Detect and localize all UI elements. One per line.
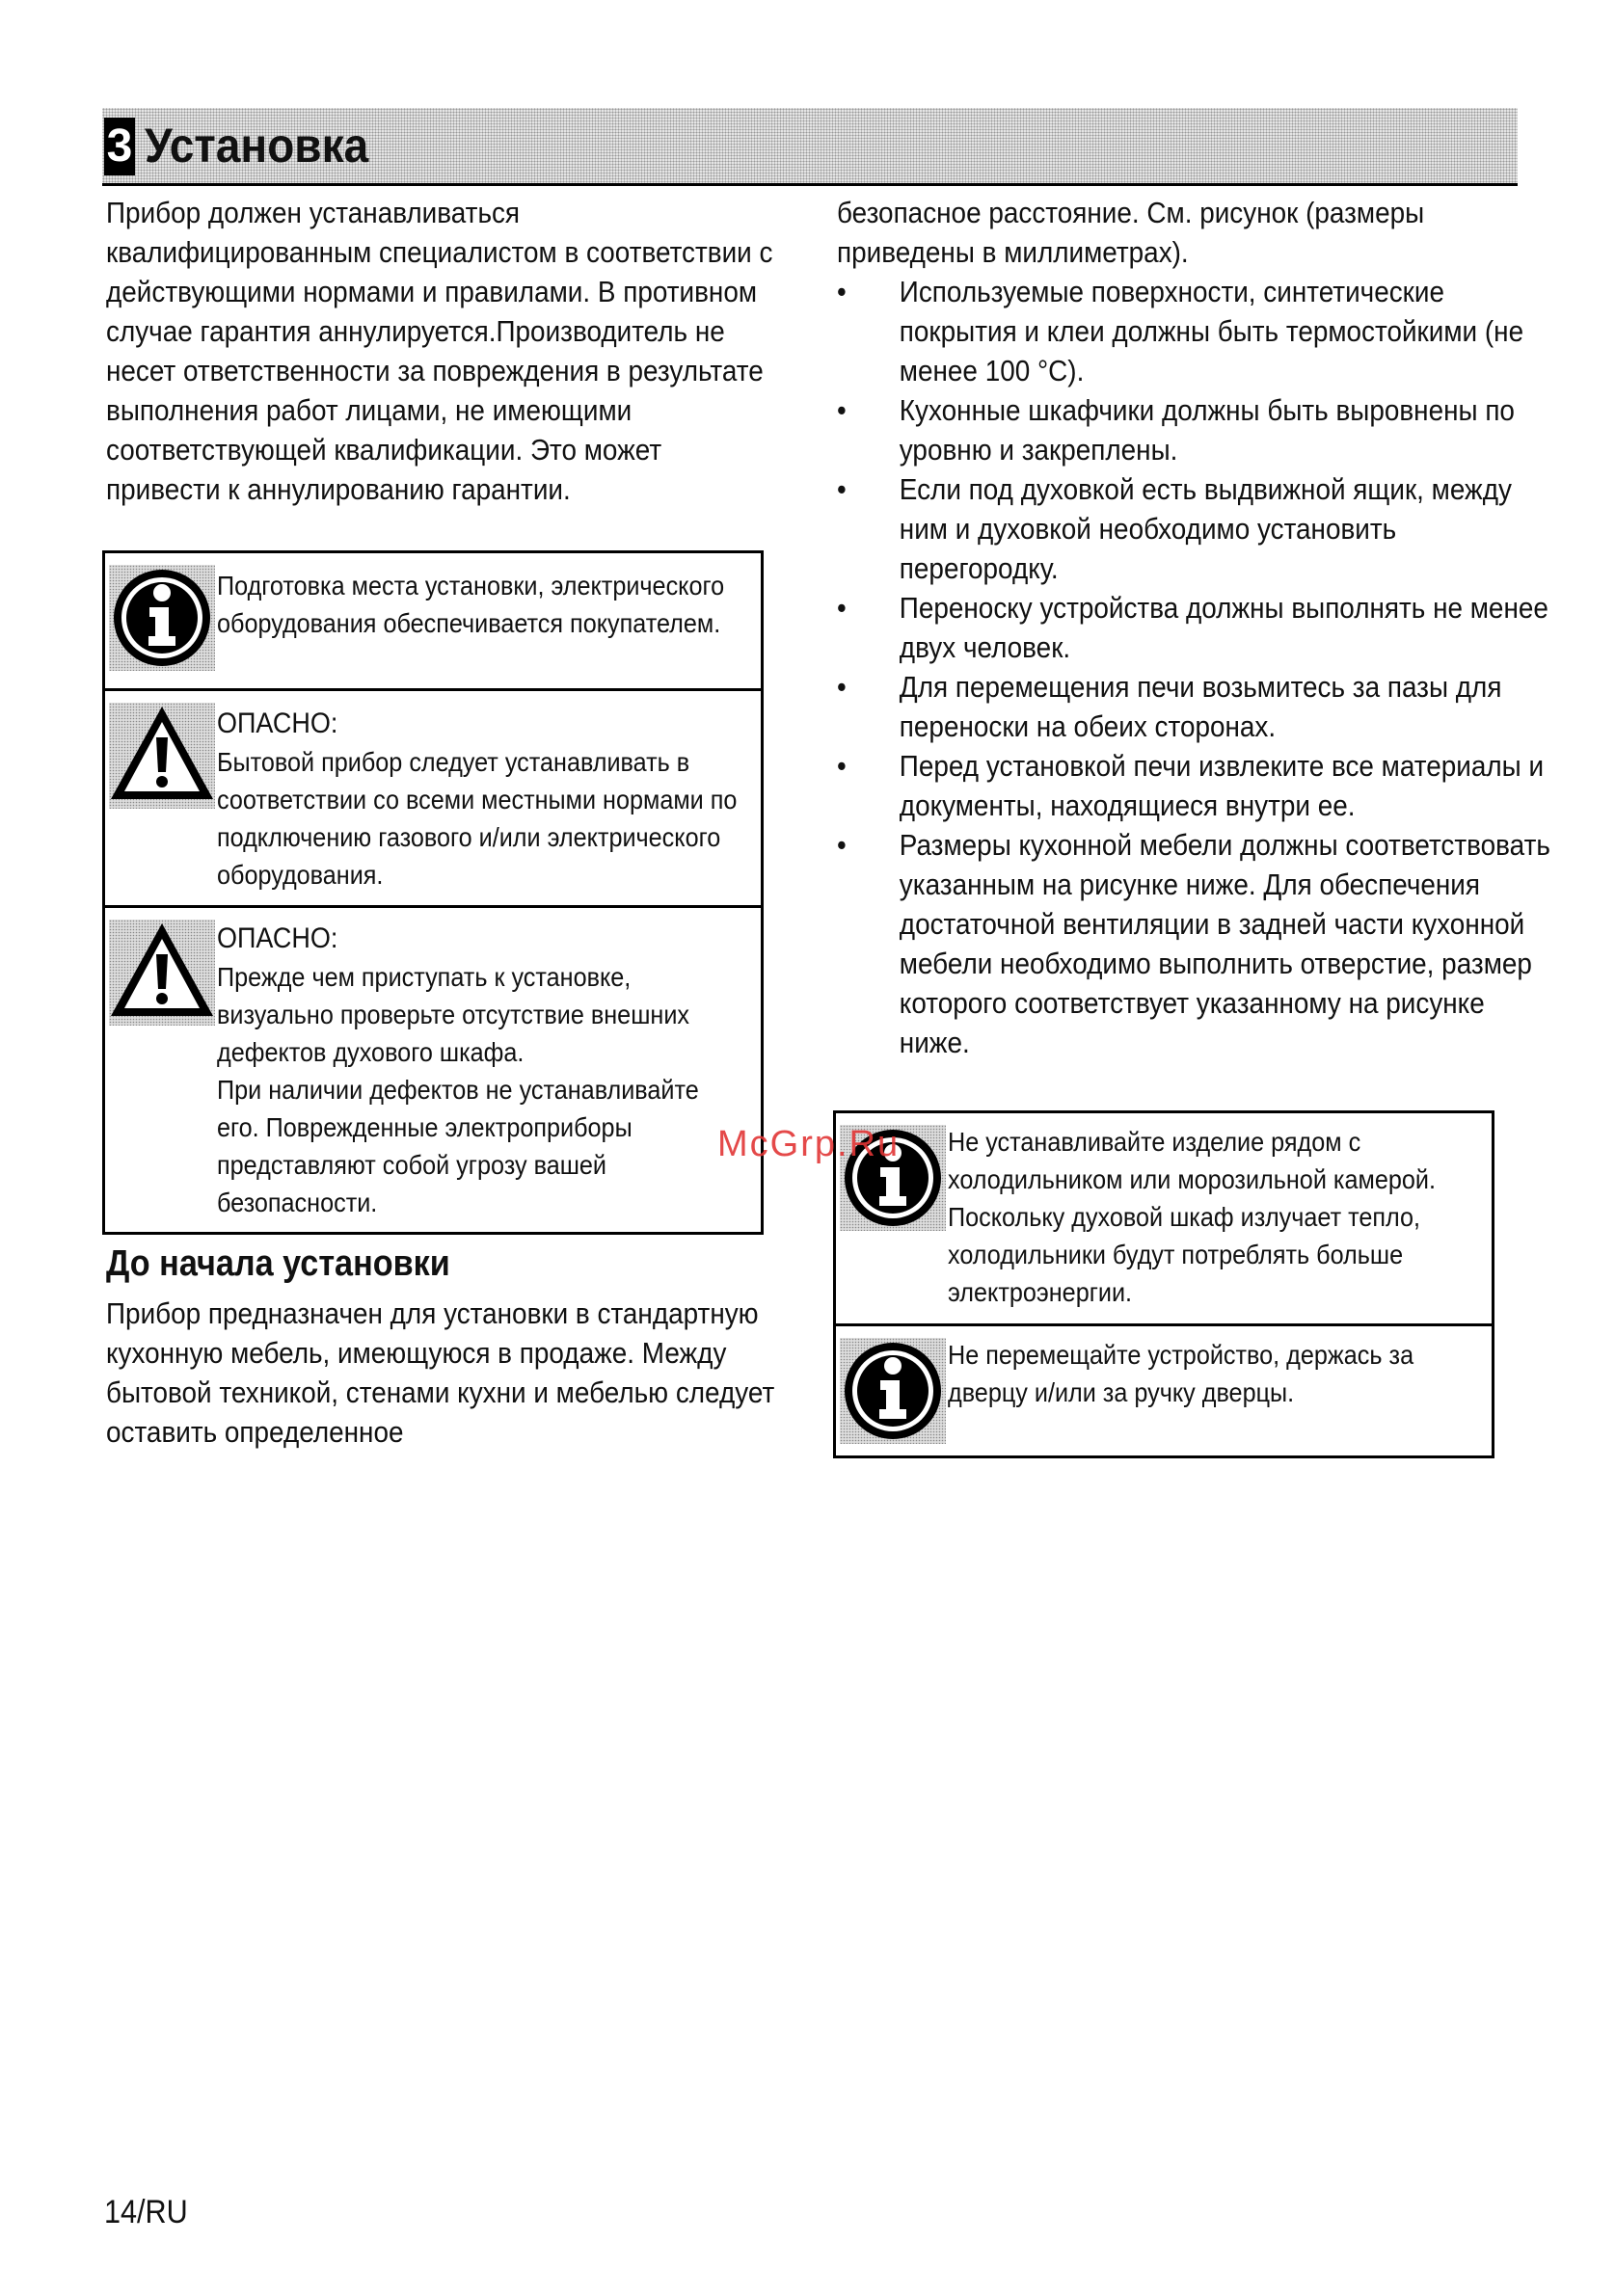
info-text: Не перемещайте устройство, держась за дверцу и/или за ручку дверцы. (948, 1340, 1414, 1407)
list-item: • Переноску устройства должны выполнять не менее двух человек. (837, 591, 1548, 664)
info-icon (840, 1338, 946, 1444)
list-item: • Кухонные шкафчики должны быть выровнены по уровню и закреплены. (837, 393, 1515, 467)
warning-icon (109, 703, 215, 809)
list-item: • Перед установкой печи извлеките все материалы и документы, находящиеся внутри ее. (837, 749, 1545, 822)
section-title: Установка (145, 119, 369, 173)
warning-title: ОПАСНО: (217, 922, 338, 954)
subheading-before-installation: До начала установки (106, 1243, 450, 1284)
continued-paragraph: безопасное расстояние. См. рисунок (размеры приведены в миллиметрах). (837, 196, 1425, 269)
info-box-preparation (102, 550, 764, 691)
info-text: Подготовка места установки, электрического оборудования обеспечивается покупателем. (217, 571, 725, 638)
list-item: • Используемые поверхности, синтетические покрытия и клеи должны быть термостойкими (не менее 100 °C). (837, 275, 1524, 387)
warning-text: При наличии дефектов не устанавливайте его. Поврежденные электроприборы представляют собой угрозу вашей безопасности. (217, 1075, 699, 1217)
info-box-refrigerator (833, 1110, 1494, 1326)
section-number: 3 (104, 118, 135, 175)
info-icon (109, 565, 215, 671)
warning-title: ОПАСНО: (217, 707, 338, 739)
warning-icon (109, 920, 215, 1026)
list-item: • Размеры кухонной мебели должны соответствовать указанным на рисунке ниже. Для обеспечения достаточной вентиляции в задней части кухонной мебели необходимо выполнить отверстие, размер которого соответствует указанному на рисунке ниже. (837, 828, 1550, 1059)
installation-requirements-list (837, 272, 1608, 1062)
intro-paragraph: Прибор должен устанавливаться квалифицированным специалистом в соответствии с действующими нормами и правилами. В противном случае гарантия аннулируется.Производитель не несет ответственности за повреждения в результате выполнения работ лицами, не имеющими соответствующей квалификации. Это может привести к аннулированию гарантии. (106, 196, 773, 506)
list-item: • Если под духовкой есть выдвижной ящик, между ним и духовкой необходимо установить перегородку. (837, 472, 1512, 585)
info-text: Не устанавливайте изделие рядом с холодильником или морозильной камерой. Поскольку духовой шкаф излучает тепло, холодильники будут потреблять больше электроэнергии. (948, 1127, 1436, 1307)
before-installation-paragraph: Прибор предназначен для установки в стандартную кухонную мебель, имеющуюся в продаже. Между бытовой техникой, стенами кухни и мебелью следует оставить определенное (106, 1296, 775, 1449)
info-box-door (833, 1323, 1494, 1458)
warning-box-1 (102, 688, 764, 908)
page-number: 14/RU (104, 2194, 188, 2230)
watermark: McGrp.Ru (717, 1124, 901, 1164)
warning-text: Бытовой прибор следует устанавливать в соответствии со всеми местными нормами по подключению газового и/или электрического оборудования. (217, 747, 738, 890)
section-header (102, 108, 1518, 186)
list-item: • Для перемещения печи возьмитесь за пазы для переноски на обеих сторонах. (837, 670, 1502, 743)
warning-text: Прежде чем приступать к установке, визуально проверьте отсутствие внешних дефектов духового шкафа. (217, 962, 690, 1067)
warning-box-2 (102, 905, 764, 1235)
